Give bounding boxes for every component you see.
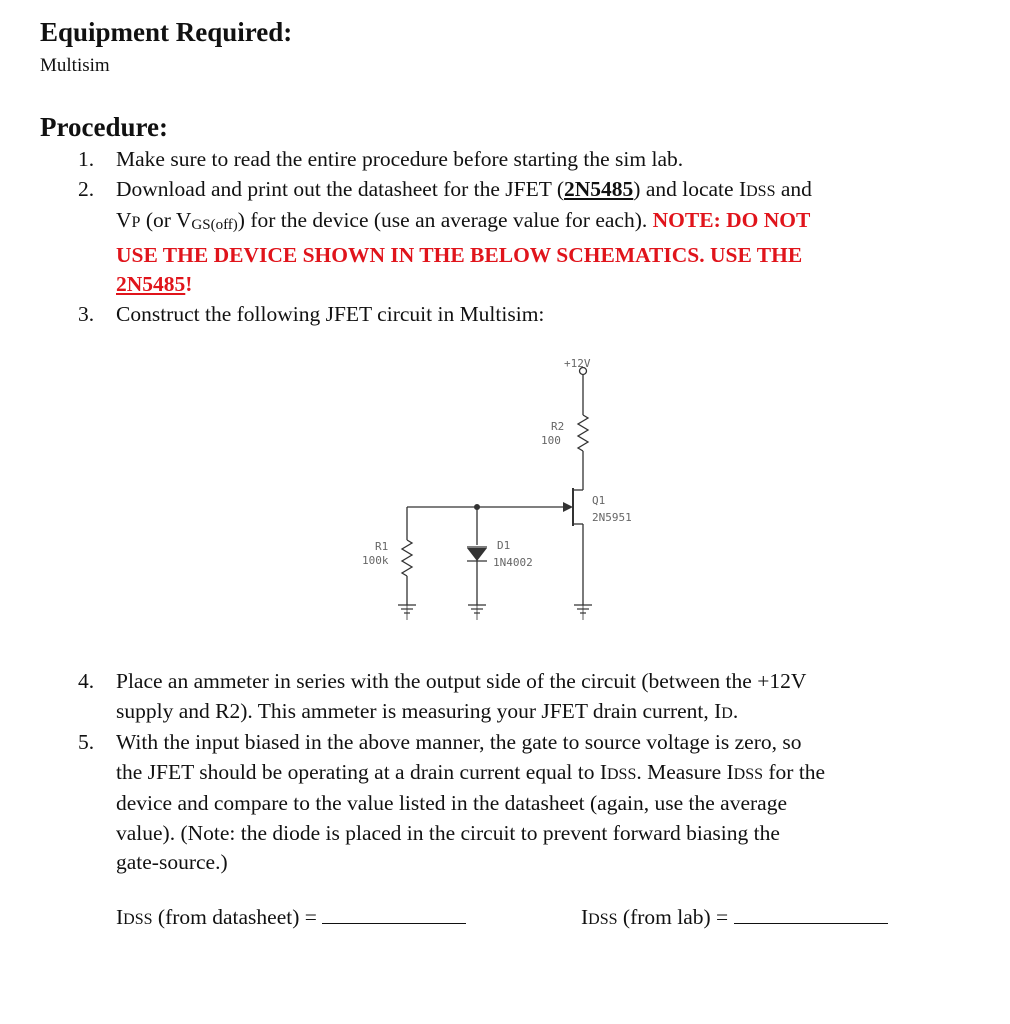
step-5	[78, 728, 978, 878]
step-number: 5.	[78, 730, 95, 754]
part-number-link: 2N5485	[564, 176, 634, 201]
jfet-gate-arrow	[563, 502, 573, 512]
answer-blank[interactable]	[322, 905, 466, 924]
r2-name: R2	[551, 420, 565, 433]
gate-junction	[474, 504, 480, 510]
d1-diode	[467, 548, 487, 561]
step-number: 2.	[78, 176, 95, 201]
step-text: Download and print out the datasheet for the JFET (2N5485) and locate IDSS and VP (or VGS(off)) for the device (use an average value for each). NOTE: DO NOT USE THE DEVICE SHOWN IN THE BELOW SCHEMATICS. USE THE 2N5485!	[116, 176, 812, 296]
r2-resistor	[578, 415, 588, 451]
step-text: Construct the following JFET circuit in Multisim:	[116, 301, 545, 326]
r1-value: 100k	[362, 554, 389, 567]
supply-label: +12V	[564, 357, 591, 370]
step-number: 1.	[78, 147, 95, 171]
warning-note: NOTE: DO NOT	[652, 208, 811, 232]
r2-value: 100	[541, 434, 561, 447]
r1-resistor	[402, 540, 412, 576]
procedure-heading: Procedure:	[40, 112, 168, 142]
step-4	[78, 667, 978, 728]
ground-symbol	[398, 605, 416, 620]
procedure-list-bottom	[78, 667, 978, 878]
step-text: Make sure to read the entire procedure before starting the sim lab.	[116, 147, 684, 171]
r1-name: R1	[375, 540, 389, 553]
idss-datasheet-answer: IDSS (from datasheet) =	[116, 905, 466, 930]
ground-symbol	[468, 605, 486, 620]
equipment-heading: Equipment Required:	[40, 17, 293, 47]
step-text: With the input biased in the above manner, the gate to source voltage is zero, so the JFET should be operating at a drain current equal to IDSS. Measure IDSS for the device and compare to the value listed in the datasheet (again, use the average value). (Note: the diode is placed in the circuit to prevent forward biasing the gate-source.)	[116, 730, 826, 874]
answer-blank[interactable]	[734, 905, 888, 924]
ground-symbol	[574, 605, 592, 620]
q1-name: Q1	[592, 494, 606, 507]
step-number: 3.	[78, 301, 95, 326]
step-number: 4.	[78, 669, 95, 693]
d1-part: 1N4002	[493, 556, 533, 569]
idss-lab-answer: IDSS (from lab) =	[581, 905, 888, 930]
d1-name: D1	[497, 539, 511, 552]
equipment-item: Multisim	[40, 55, 110, 76]
q1-part: 2N5951	[592, 511, 632, 524]
step-text: Place an ammeter in series with the output side of the circuit (between the +12V supply and R2). This ammeter is measuring your JFET drain current, ID.	[116, 669, 807, 723]
